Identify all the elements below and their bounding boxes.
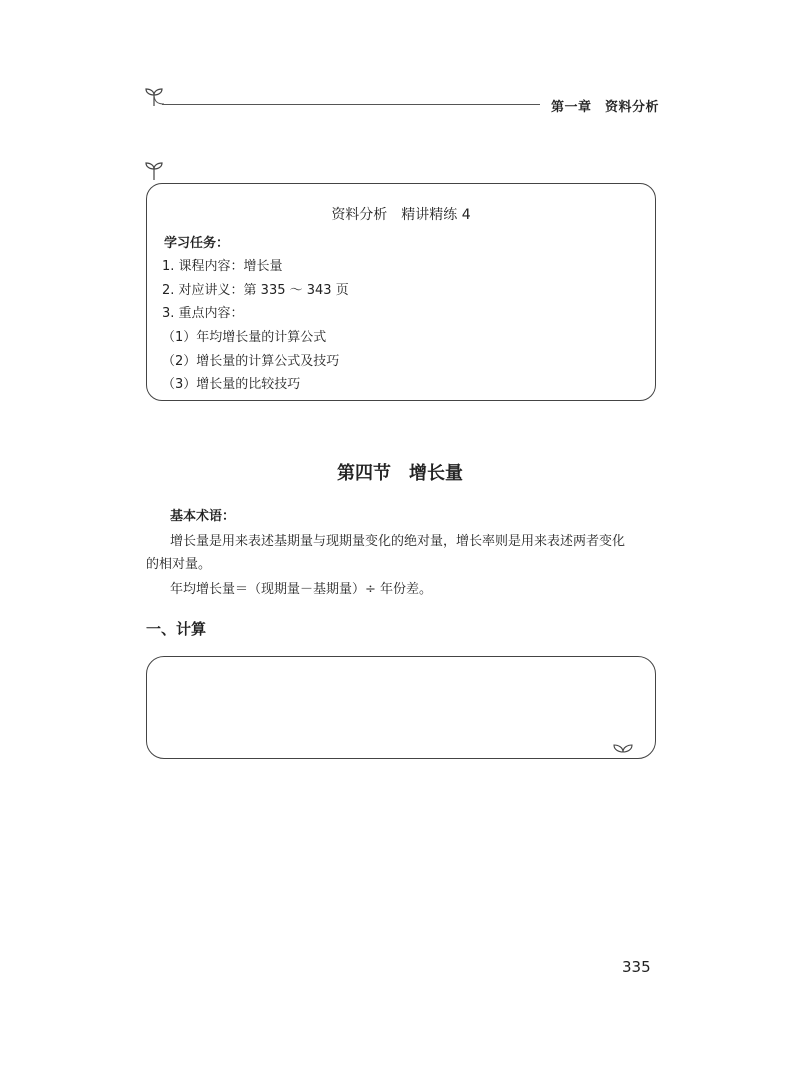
task-label: 学习任务： [164,236,230,251]
calculation-box [146,656,656,759]
task-line-point-1: （1）年均增长量的计算公式 [162,330,327,345]
header-connector [150,94,170,108]
page-number: 335 [622,958,651,976]
leaves-icon [612,742,634,754]
average-growth-formula: 年均增长量＝（现期量－基期量）÷ 年份差。 [170,582,433,597]
task-line-course: 1. 课程内容：增长量 [162,259,283,274]
section-title: 第四节 增长量 [337,463,463,484]
sprout-icon [142,160,166,182]
header-rule [162,104,540,105]
task-box-title: 资料分析 精讲精练 4 [331,207,471,223]
chapter-title: 第一章 资料分析 [551,100,660,115]
task-line-key-points: 3. 重点内容： [162,306,244,321]
task-line-point-2: （2）增长量的计算公式及技巧 [162,354,340,369]
basic-terms-label: 基本术语： [170,509,236,524]
definition-paragraph-line1: 增长量是用来表述基期量与现期量变化的绝对量，增长率则是用来表述两者变化 [170,534,626,549]
task-line-point-3: （3）增长量的比较技巧 [162,377,301,392]
subsection-heading: 一、计算 [146,620,207,638]
definition-paragraph-line2: 的相对量。 [146,557,212,572]
task-line-handout: 2. 对应讲义：第 335 ～ 343 页 [162,283,349,298]
